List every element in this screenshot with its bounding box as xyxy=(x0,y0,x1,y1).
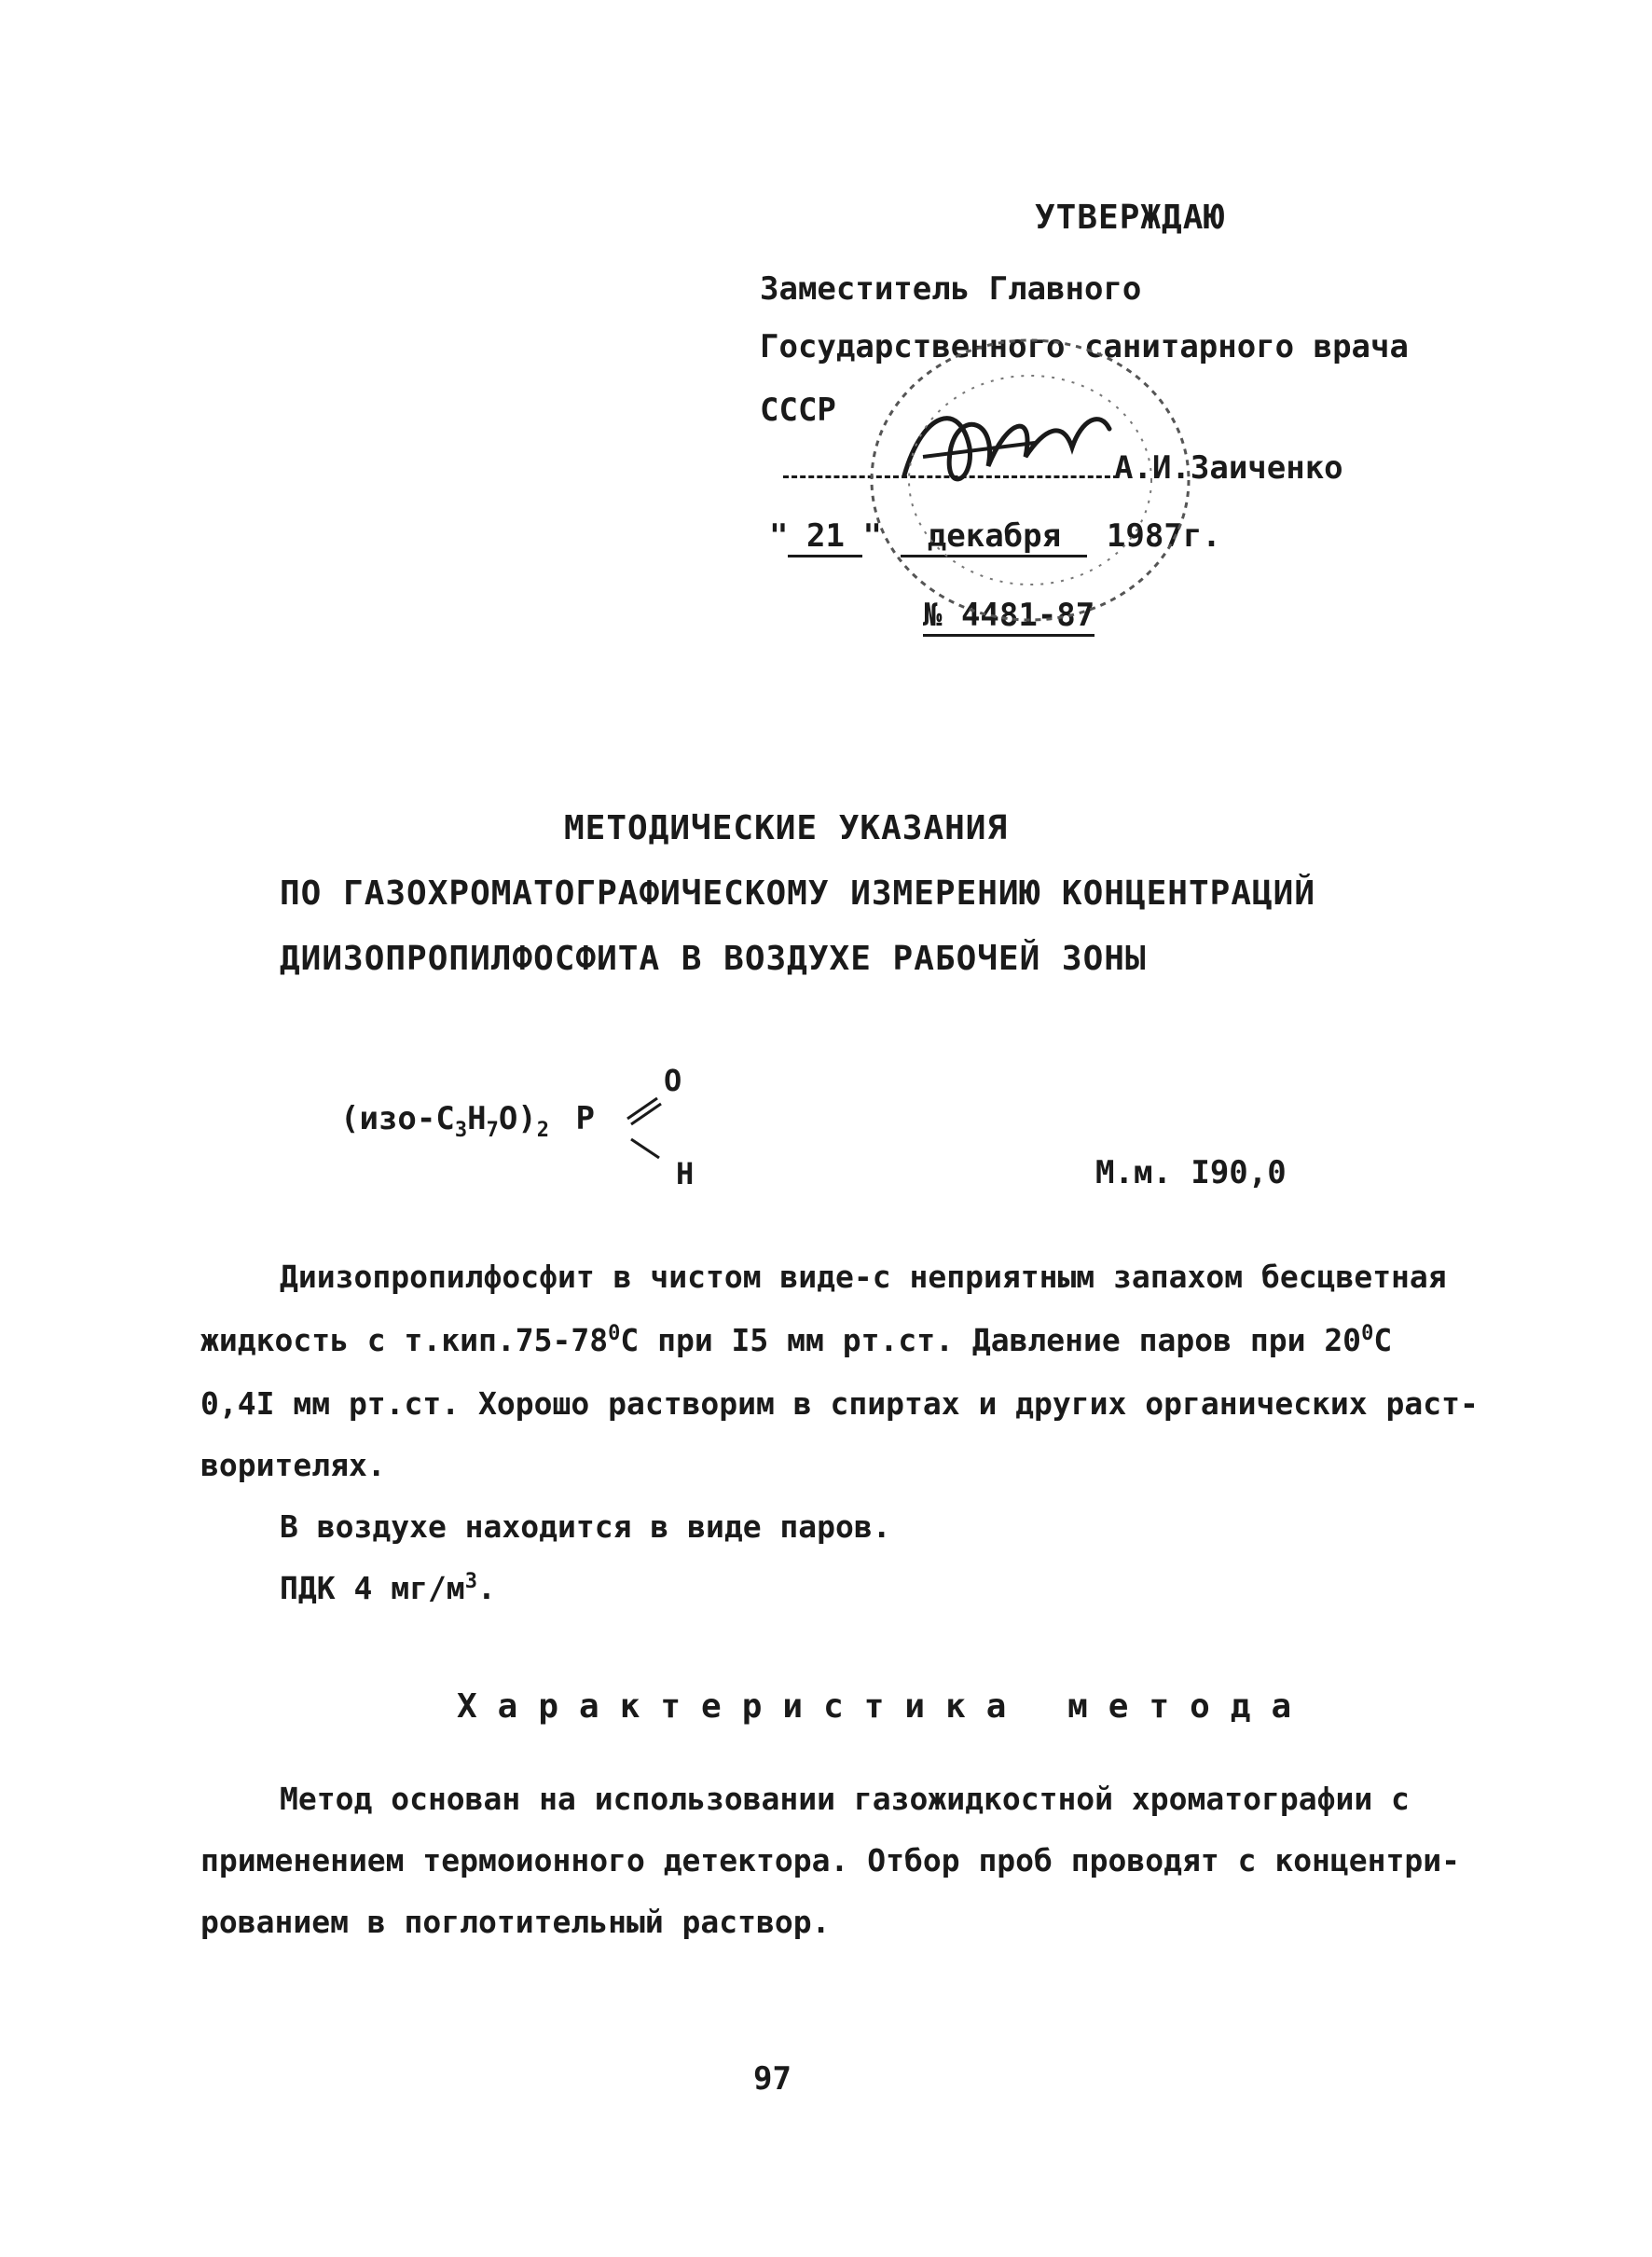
official-stamp xyxy=(853,326,1207,634)
desc-line6: ПДК 4 $мг/м^3$. xyxy=(280,1570,496,1606)
method-line3: рованием в поглотительный раствор. xyxy=(200,1904,831,1940)
method-line2: применением термоионного детектора. Отбор проб проводят с концентри- xyxy=(200,1842,1461,1879)
approval-position-line1: Заместитель Главного xyxy=(760,270,1142,308)
section-heading: Характеристика метода xyxy=(457,1687,1313,1726)
approval-title: УТВЕРЖДАЮ xyxy=(1035,199,1226,237)
date-month: декабря xyxy=(901,517,1087,557)
title-line3: ДИИЗОПРОПИЛФОСФИТА В ВОЗДУХЕ РАБОЧЕЙ ЗОНЫ xyxy=(280,940,1147,978)
date-quote-close: " xyxy=(862,517,882,555)
approval-name: А.И.Заиченко xyxy=(1114,449,1343,487)
approval-number: № 4481-87 xyxy=(923,597,1094,637)
chemical-formula: $(изо-C_3H_7O)_2$ P xyxy=(340,1100,595,1142)
method-line1: Метод основан на использовании газожидкостной хроматографии с xyxy=(280,1781,1410,1817)
molecular-mass: М.м. I90,0 xyxy=(1095,1154,1287,1191)
date-quote-open: " xyxy=(769,517,789,555)
desc-line3: 0,4I мм рт.ст. Хорошо растворим в спиртах и других органических раст- xyxy=(200,1385,1479,1422)
formula-hydrogen: H xyxy=(676,1156,695,1191)
page-number: 97 xyxy=(753,2060,792,2098)
title-line2: ПО ГАЗОХРОМАТОГРАФИЧЕСКОМУ ИЗМЕРЕНИЮ КОНЦЕНТРАЦИЙ xyxy=(280,874,1316,913)
approval-position-line2: Государственного санитарного врача xyxy=(760,328,1409,365)
date-year: 1987г. xyxy=(1106,517,1221,555)
title-line1: МЕТОДИЧЕСКИЕ УКАЗАНИЯ xyxy=(564,809,1009,847)
desc-line2: жидкость с $т.кип.75-78^0С$ при I5 мм рт.ст. Давление паров при $20^0С$ xyxy=(200,1322,1393,1358)
approval-position-line3: СССР xyxy=(760,392,836,429)
desc-line1: Диизопропилфосфит в чистом виде-с неприятным запахом бесцветная xyxy=(280,1259,1447,1295)
date-day: 21 xyxy=(788,517,862,557)
desc-line4: ворителях. xyxy=(200,1447,386,1483)
desc-line5: В воздухе находится в виде паров. xyxy=(280,1508,891,1545)
formula-oxygen: O xyxy=(664,1063,682,1098)
